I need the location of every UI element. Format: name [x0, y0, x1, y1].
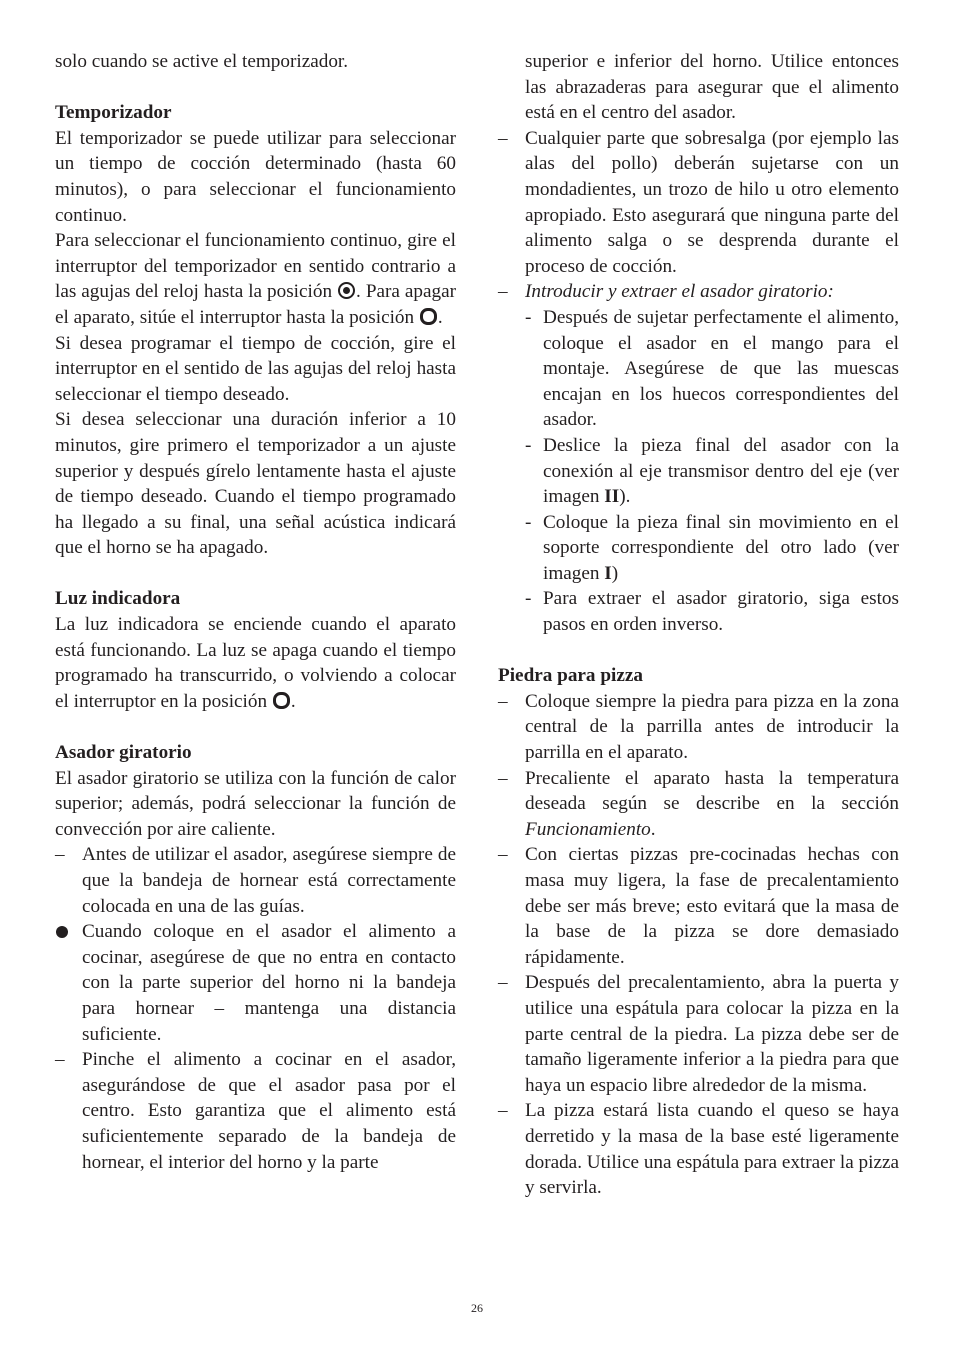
right-column: [498, 49, 899, 1201]
paragraph: El temporizador se puede utilizar para seleccionar un tiempo de cocción determinado (hasta 60 minutos), o para seleccionar el funcionamiento continuo.: [55, 127, 456, 226]
section-ref: Funcionamiento: [525, 818, 651, 840]
text: .: [290, 690, 296, 712]
dash-marker: –: [498, 972, 508, 994]
dash-marker: –: [55, 1049, 65, 1071]
heading-temporizador: Temporizador: [55, 102, 172, 124]
heading-piedra-para-pizza: Piedra para pizza: [498, 665, 643, 687]
paragraph: El asador giratorio se utiliza con la función de calor superior; además, podrá seleccionar la función de convección por aire caliente.: [55, 767, 456, 840]
list-item-continuation: [498, 49, 899, 126]
text: . Para apagar el aparato, sitúe el interruptor hasta la posición: [55, 281, 457, 328]
paragraph: [55, 228, 456, 330]
off-position-icon: [420, 308, 437, 325]
list-item-text: Después del precalentamiento, abra la puerta y utilice una espátula para colocar la pizza en la parte central de la piedra. La pizza debe ser de tamaño ligeramente inferior a la piedra para que haya un espacio libre alrededor de la misma.: [525, 972, 899, 1096]
dash-marker: –: [498, 127, 508, 149]
list-item: [498, 126, 899, 280]
dash-marker: –: [498, 767, 508, 789]
list-item-text: La pizza estará lista cuando el queso se haya derretido y la masa de la base esté ligeramente dorada. Utilice una espátula para extraer la pizza y servirla.: [525, 1100, 899, 1199]
left-column: [55, 49, 456, 1175]
list-item: [498, 842, 899, 970]
heading-luz-indicadora: Luz indicadora: [55, 588, 181, 610]
hyphen-marker: -: [525, 511, 532, 533]
hyphen-marker: -: [525, 588, 532, 610]
sub-list-item: [498, 586, 899, 637]
text: .: [650, 818, 656, 840]
list-item-text: Cuando coloque en el asador el alimento a cocinar, asegúrese de que no entra en contacto con la parte superior del horno ni la bandeja para hornear – mantenga una distancia suficiente.: [82, 921, 456, 1045]
list-item: [498, 279, 899, 305]
text: Coloque la pieza final sin movimiento en el soporte correspondiente del otro lado (ver imagen: [543, 511, 899, 584]
list-item: [498, 689, 899, 766]
sub-list-item: [498, 510, 899, 587]
image-ref: II: [604, 486, 620, 508]
hyphen-marker: -: [525, 434, 532, 456]
list-item: [498, 766, 899, 843]
dash-marker: –: [498, 690, 508, 712]
list-item-text: superior e inferior del horno. Utilice entonces las abrazaderas para asegurar que el alimento está en el centro del asador.: [525, 51, 899, 124]
list-item: [55, 919, 456, 1047]
list-item-text: Pinche el alimento a cocinar en el asador, asegurándose de que el asador pasa por el centro. Esto garantiza que el alimento está suficientemente separado de la bandeja de hornear, el interior del horno y la parte: [82, 1049, 456, 1173]
text: La luz indicadora se enciende cuando el aparato está funcionando. La luz se apaga cuando el tiempo programado ha transcurrido, o volviendo a colocar el interruptor en la posición: [55, 614, 456, 712]
text: Deslice la pieza final del asador con la conexión al eje transmisor dentro del eje (ver imagen: [543, 434, 899, 508]
list-item-text: Introducir y extraer el asador giratorio:: [525, 281, 834, 303]
continuous-position-icon: [338, 282, 355, 299]
list-item: [55, 842, 456, 919]
list-item-text: Cualquier parte que sobresalga (por ejemplo las alas del pollo) deberán sujetarse con un mondadientes, un trozo de hilo u otro elemento apropiado. Esto asegurará que ninguna parte del alimento salga o se desprenda durante el proceso de cocción.: [525, 127, 899, 277]
text: ).: [619, 486, 631, 508]
paragraph: [55, 612, 456, 714]
sub-list-item: [498, 433, 899, 510]
hyphen-marker: -: [525, 306, 532, 328]
image-ref: I: [604, 562, 612, 584]
text: Precaliente el aparato hasta la temperatura deseada según se describe en la sección: [525, 767, 899, 815]
paragraph: Si desea seleccionar una duración inferior a 10 minutos, gire primero el temporizador a un ajuste superior y después gírelo lentamente hasta el ajuste de tiempo deseado. Cuando el tiempo programado ha llegado a su final, una señal acústica indicará que el horno se ha apagado.: [55, 409, 456, 559]
list-item: [55, 1047, 456, 1175]
text: Para seleccionar el funcionamiento continuo, gire el interruptor del temporizador en sentido contrario a las agujas del reloj hasta la posición: [55, 230, 456, 303]
dash-marker: –: [498, 281, 508, 303]
dash-marker: –: [498, 844, 508, 866]
list-item-text: Coloque siempre la piedra para pizza en la zona central de la parrilla antes de introducir la parrilla en el aparato.: [525, 690, 899, 764]
list-item: [498, 970, 899, 1098]
off-position-icon: [273, 692, 290, 709]
text: ): [611, 562, 619, 584]
sub-list-item-text: Después de sujetar perfectamente el alimento, coloque el asador en el mango para el montaje. Asegúrese de que las muescas encajan en los huecos correspondientes del asador.: [543, 306, 899, 431]
sub-list-item: [498, 305, 899, 433]
text: .: [437, 306, 443, 328]
list-item-text: Con ciertas pizzas pre-cocinadas hechas con masa muy ligera, la fase de precalentamiento debe ser más breve; esto evitará que la masa de la base de la pizza se dore demasiado rápidamente.: [525, 844, 899, 968]
sub-list-item-text: Para extraer el asador giratorio, siga estos pasos en orden inverso.: [543, 588, 899, 636]
page-number: 26: [471, 1301, 483, 1315]
heading-asador-giratorio: Asador giratorio: [55, 742, 192, 764]
list-item-text: Antes de utilizar el asador, asegúrese siempre de que la bandeja de hornear está correctamente colocada en una de las guías.: [82, 844, 456, 917]
paragraph: solo cuando se active el temporizador.: [55, 51, 349, 72]
list-item: [498, 1098, 899, 1200]
dash-marker: –: [498, 1100, 508, 1122]
dash-marker: –: [55, 844, 65, 866]
bullet-icon: [56, 926, 68, 938]
paragraph: Si desea programar el tiempo de cocción, gire el interruptor en el sentido de las agujas del reloj hasta seleccionar el tiempo deseado.: [55, 332, 456, 405]
